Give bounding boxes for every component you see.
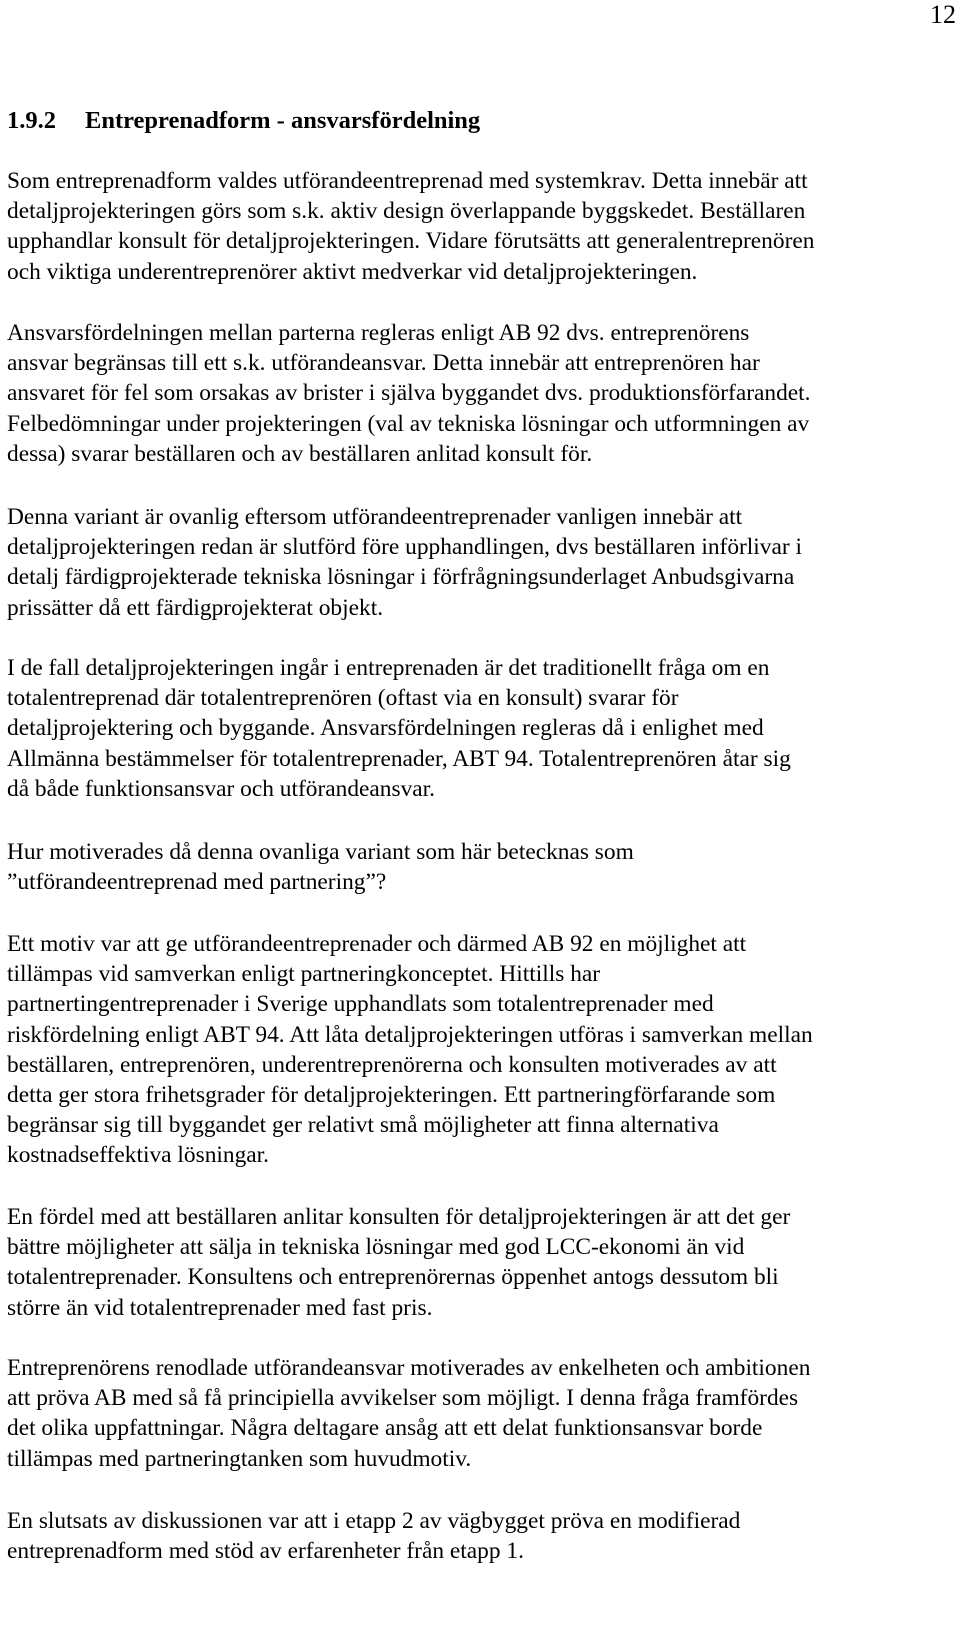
paragraph-line: prissätter då ett färdigprojekterat objekt.	[7, 594, 384, 621]
paragraph-8	[7, 1353, 952, 1474]
paragraph-line: Ett motiv var att ge utförandeentreprenader och därmed AB 92 en möjlighet att	[7, 931, 747, 957]
paragraph-5	[7, 837, 952, 897]
paragraph-line: partnertingentreprenader i Sverige upphandlats som totalentreprenader med	[7, 991, 714, 1018]
paragraph-9	[7, 1506, 952, 1566]
paragraph-7	[7, 1202, 952, 1323]
paragraph-line: totalentreprenad där totalentreprenören (oftast via en konsult) svarar för	[7, 685, 679, 712]
section-heading	[7, 106, 480, 136]
paragraph-line: I de fall detaljprojekteringen ingår i entreprenaden är det traditionellt fråga om en	[7, 655, 770, 681]
section-title: Entreprenadform - ansvarsfördelning	[85, 107, 481, 134]
paragraph-line: bättre möjligheter att sälja in tekniska lösningar med god LCC-ekonomi än vid	[7, 1234, 745, 1261]
paragraph-line: detaljprojekteringen redan är slutförd före upphandlingen, dvs beställaren införlivar i	[7, 534, 803, 561]
paragraph-line: dessa) svarar beställaren och av beställaren anlitad konsult för.	[7, 440, 593, 467]
paragraph-line: då både funktionsansvar och utförandeansvar.	[7, 775, 436, 802]
paragraph-line: detaljprojektering och byggande. Ansvarsfördelningen regleras då i enlighet med	[7, 715, 764, 742]
page-number: 12	[930, 0, 956, 29]
paragraph-line: En fördel med att beställaren anlitar konsulten för detaljprojekteringen är att det ger	[7, 1204, 791, 1230]
paragraph-line: detalj färdigprojekterade tekniska lösningar i förfrågningsunderlaget Anbudsgivarna	[7, 564, 795, 591]
paragraph-3	[7, 502, 952, 623]
paragraph-line: att pröva AB med så få principiella avvikelser som möjligt. I denna fråga framfördes	[7, 1385, 799, 1412]
paragraph-line: Ansvarsfördelningen mellan parterna regleras enligt AB 92 dvs. entreprenörens	[7, 320, 750, 346]
paragraph-line: det olika uppfattningar. Några deltagare ansåg att ett delat funktionsansvar borde	[7, 1415, 763, 1442]
paragraph-4	[7, 653, 952, 804]
paragraph-2	[7, 318, 952, 469]
paragraph-line: Hur motiverades då denna ovanliga variant som här betecknas som	[7, 839, 634, 865]
paragraph-6	[7, 929, 952, 1171]
paragraph-line: Allmänna bestämmelser för totalentreprenader, ABT 94. Totalentreprenören åtar sig	[7, 745, 791, 772]
paragraph-line: ansvar begränsas till ett s.k. utförandeansvar. Detta innebär att entreprenören har	[7, 350, 760, 377]
paragraph-line: ansvaret för fel som orsakas av brister i själva byggandet dvs. produktionsförfarandet.	[7, 380, 811, 407]
paragraph-1	[7, 166, 952, 287]
paragraph-line: kostnadseffektiva lösningar.	[7, 1142, 270, 1169]
section-number: 1.9.2	[7, 107, 56, 134]
paragraph-line: begränsar sig till byggandet ger relativt små möjligheter att finna alternativa	[7, 1112, 719, 1139]
paragraph-line: Denna variant är ovanlig eftersom utförandeentreprenader vanligen innebär att	[7, 504, 743, 530]
paragraph-line: tillämpas vid samverkan enligt partneringkonceptet. Hittills har	[7, 961, 601, 988]
paragraph-line: upphandlar konsult för detaljprojekteringen. Vidare förutsätts att generalentreprenören	[7, 228, 815, 255]
paragraph-line: och viktiga underentreprenörer aktivt medverkar vid detaljprojekteringen.	[7, 258, 698, 285]
paragraph-line: Entreprenörens renodlade utförandeansvar motiverades av enkelheten och ambitionen	[7, 1355, 811, 1381]
paragraph-line: beställaren, entreprenören, underentreprenörerna och konsulten motiverades av att	[7, 1051, 777, 1078]
paragraph-line: Felbedömningar under projekteringen (val av tekniska lösningar och utformningen av	[7, 410, 810, 437]
paragraph-line: större än vid totalentreprenader med fast pris.	[7, 1294, 433, 1321]
paragraph-line: Som entreprenadform valdes utförandeentreprenad med systemkrav. Detta innebär att	[7, 168, 808, 194]
paragraph-line: tillämpas med partneringtanken som huvudmotiv.	[7, 1445, 472, 1472]
paragraph-line: detta ger stora frihetsgrader för detaljprojekteringen. Ett partneringförfarande som	[7, 1082, 776, 1109]
paragraph-line: ”utförandeentreprenad med partnering”?	[7, 869, 387, 896]
paragraph-line: riskfördelning enligt ABT 94. Att låta detaljprojekteringen utföras i samverkan mellan	[7, 1021, 813, 1048]
paragraph-line: En slutsats av diskussionen var att i etapp 2 av vägbygget pröva en modifierad	[7, 1508, 741, 1534]
paragraph-line: detaljprojekteringen görs som s.k. aktiv design överlappande byggskedet. Beställaren	[7, 198, 806, 225]
paragraph-line: entreprenadform med stöd av erfarenheter från etapp 1.	[7, 1538, 524, 1565]
paragraph-line: totalentreprenader. Konsultens och entreprenörernas öppenhet antogs dessutom bli	[7, 1264, 779, 1291]
